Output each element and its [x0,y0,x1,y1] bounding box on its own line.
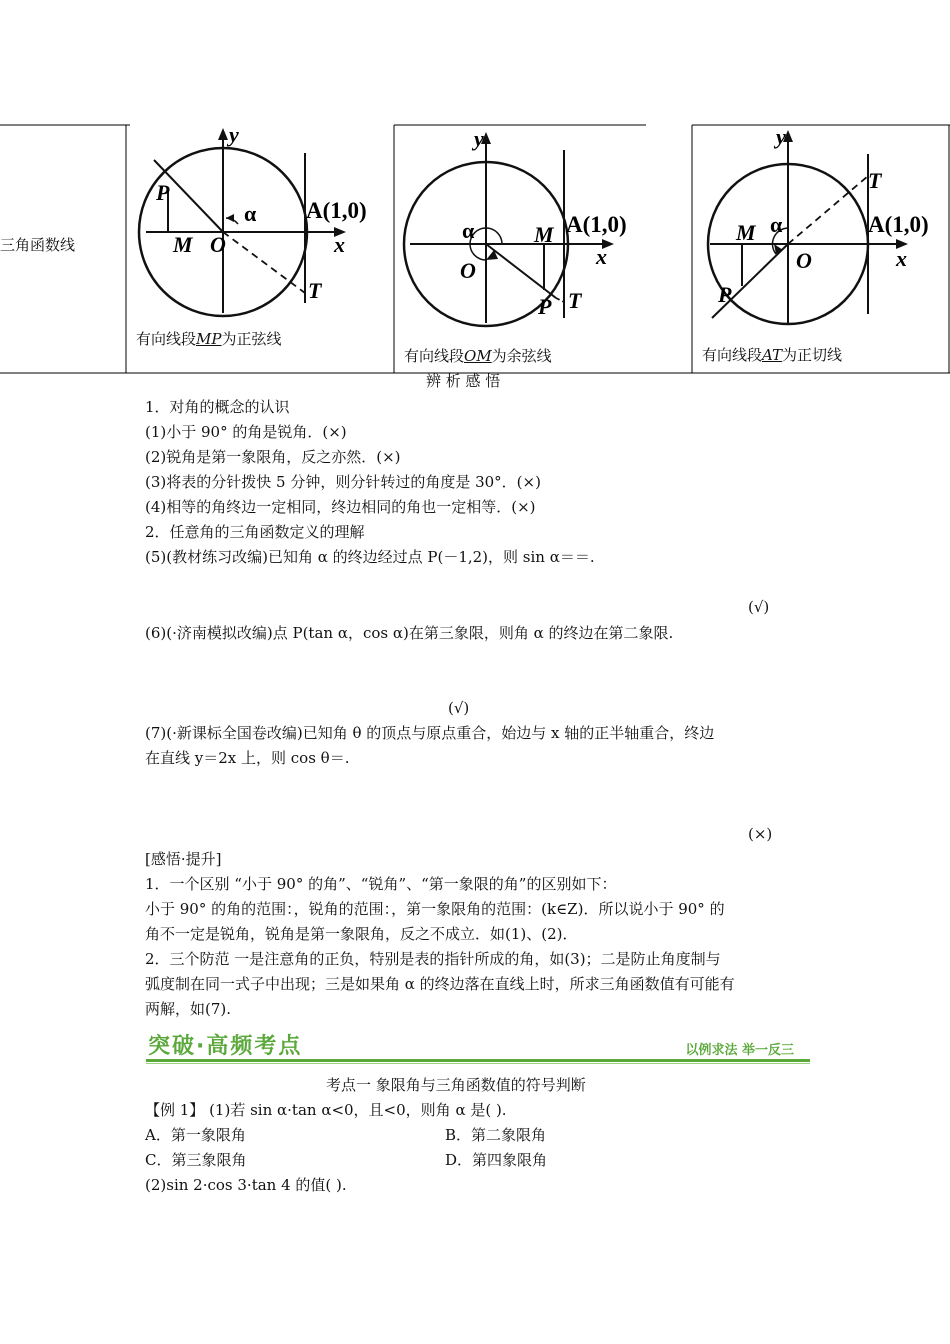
x-axis-label: x [596,244,607,269]
line-8: (6)(·济南模拟改编)点 P(tan α，cos α)在第三象限，则角 α 的终边在第二象限. [145,624,674,642]
line-9: (7)(·新课标全国卷改编)已知角 θ 的顶点与原点重合，始边与 x 轴的正半轴重合，终边 [145,724,715,742]
point-m-label: M [534,222,554,247]
line-10: 在直线 y＝2x 上，则 cos θ＝. [145,749,350,767]
banner-rule [146,1059,810,1062]
origin-label: O [460,258,476,283]
tangent-line-figure [692,118,950,333]
line-2: (1)小于 90° 的角是锐角．(×) [145,423,347,441]
line-5: (4)相等的角终边一定相同，终边相同的角也一定相等．(×) [145,498,536,516]
mark-5: (√) [748,598,770,616]
line-11: [感悟·提升] [145,850,222,868]
line-6: 2．任意角的三角函数定义的理解 [145,523,365,541]
sine-line-figure [126,118,394,328]
option-c: C．第三象限角 [145,1151,247,1169]
kaodian-heading: 考点一 象限角与三角函数值的符号判断 [326,1076,586,1094]
alpha-label: α [244,201,257,226]
line-16: 弧度制在同一式子中出现；三是如果角 α 的终边落在直线上时，所求三角函数值有可能有 [145,975,735,993]
option-a: A．第一象限角 [145,1126,246,1144]
point-p-label: P [538,294,552,319]
alpha-label: α [770,212,783,237]
y-axis-label: y [229,122,239,147]
point-a-label: A(1,0) [868,212,929,237]
line-15: 2．三个防范 一是注意角的正负，特别是表的指针所成的角，如(3)；二是防止角度制与 [145,950,721,968]
section-banner [146,1029,810,1065]
point-m-label: M [736,220,756,245]
point-p-label: P [718,282,732,307]
point-a-label: A(1,0) [566,212,627,237]
origin-label: O [210,232,226,257]
point-a-label: A(1,0) [306,198,367,223]
line-17: 两解，如(7). [145,1000,232,1018]
point-t-label: T [868,168,882,193]
line-13: 小于 90° 的角的范围：，锐角的范围：，第一象限角的范围：(k∈Z)．所以说小于 90° 的 [145,900,725,918]
line-1: 1．对角的概念的认识 [145,398,290,416]
x-axis-label: x [334,232,345,257]
row-label: 三角函数线 [0,236,76,254]
point-t-label: T [568,288,582,313]
line-14: 角不一定是锐角，锐角是第一象限角，反之不成立．如(1)、(2)． [145,925,578,943]
line-3: (2)锐角是第一象限角，反之亦然．(×) [145,448,401,466]
y-axis-label: y [474,126,484,151]
line-12: 1．一个区别 “小于 90° 的角”、“锐角”、“第一象限的角”的区别如下： [145,875,617,893]
option-b: B．第二象限角 [445,1126,547,1144]
example-q1: 【例 1】 (1)若 sin α·tan α<0，且<0，则角 α 是( ). [145,1101,507,1119]
cosine-line-figure [394,118,692,343]
section-heading: 辨 析 感 悟 [426,372,501,390]
sine-caption: 有向线段MP为正弦线 [136,330,282,348]
point-t-label: T [308,278,322,303]
mark-6: (√) [448,699,470,717]
point-p-label: P [156,180,170,205]
origin-label: O [796,248,812,273]
example-q2: (2)sin 2·cos 3·tan 4 的值( ). [145,1176,347,1194]
banner-rule-thin [146,1063,810,1064]
y-axis-label: y [776,124,786,149]
cosine-caption: 有向线段OM为余弦线 [404,347,552,365]
mark-7: (×) [748,825,773,843]
x-axis-label: x [896,246,907,271]
banner-subtitle: 以例求法 举一反三 [685,1043,794,1058]
line-7: (5)(教材练习改编)已知角 α 的终边经过点 P(－1,2)，则 sin α＝＝. [145,548,595,566]
option-d: D．第四象限角 [445,1151,548,1169]
alpha-label: α [462,218,475,243]
point-m-label: M [173,232,193,257]
banner-title: 突破·高频考点 [148,1034,303,1059]
line-4: (3)将表的分针拨快 5 分钟，则分针转过的角度是 30°．(×) [145,473,541,491]
tangent-caption: 有向线段AT为正切线 [702,346,843,364]
